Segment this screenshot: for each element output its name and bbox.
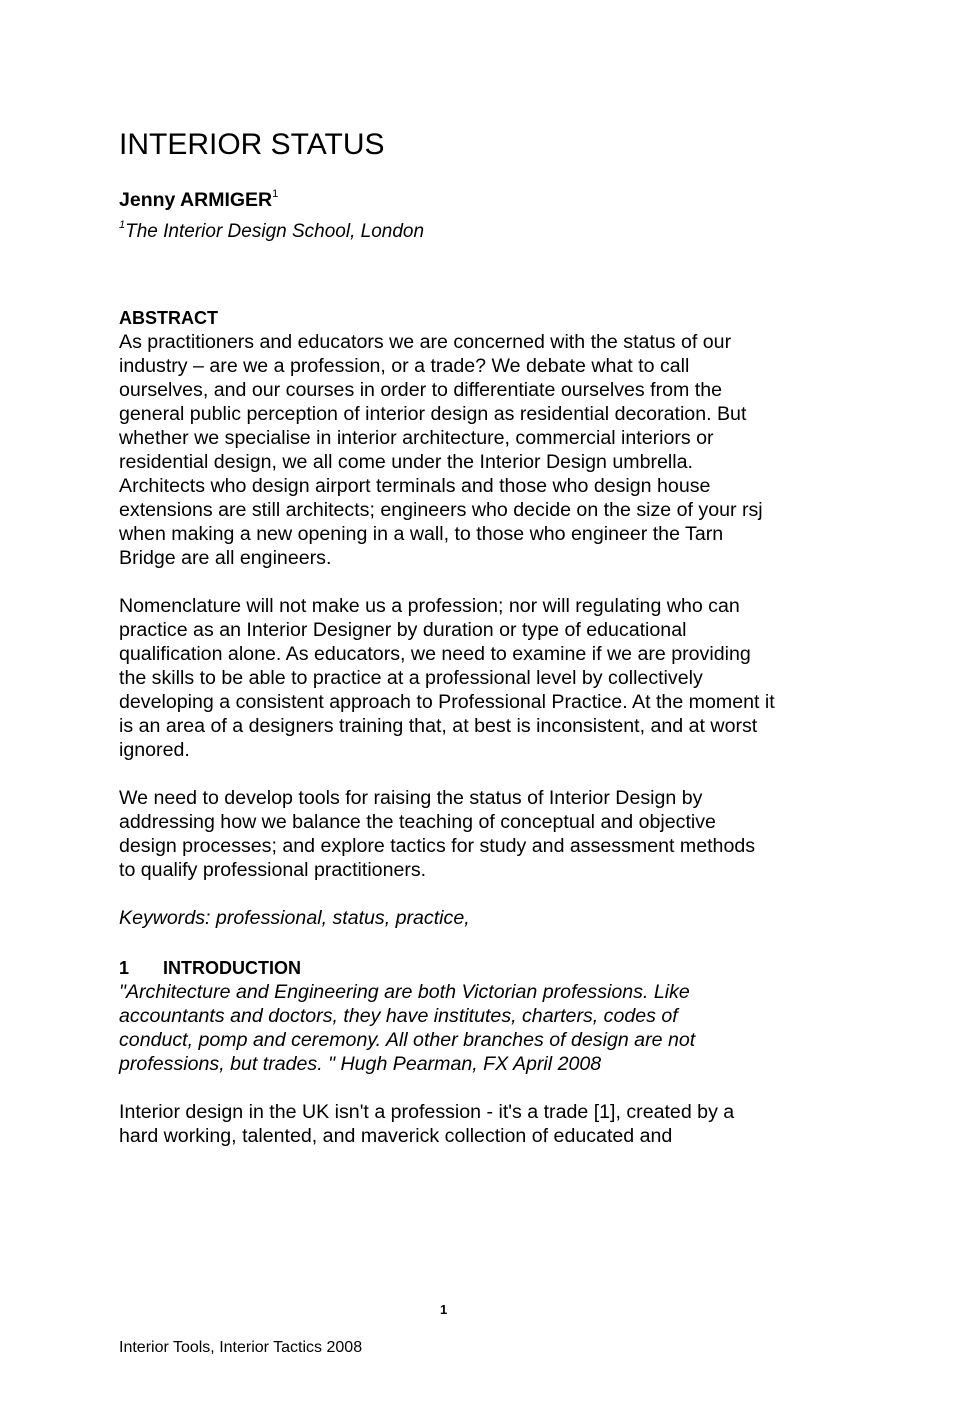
introduction-paragraph-block <box>119 1100 789 1148</box>
author-name-text: Jenny ARMIGER <box>119 189 273 211</box>
affiliation <box>119 219 424 243</box>
abstract-paragraph-3: We need to develop tools for raising the status of Interior Design by addressing how we balance the teaching of conceptual and objective design processes; and explore tactics for study and assessment methods to qualify professional practitioners. <box>119 787 756 881</box>
abstract-heading: ABSTRACT <box>119 308 218 328</box>
section-number: 1 <box>119 958 130 978</box>
affiliation-mark: 1 <box>119 219 126 231</box>
paper-title: INTERIOR STATUS <box>119 128 385 161</box>
introduction-paragraph: Interior design in the UK isn't a profession - it's a trade [1], created by a hard working, talented, and maverick collection of educated and <box>119 1101 735 1147</box>
introduction-heading <box>119 956 789 980</box>
abstract-paragraph-1: As practitioners and educators we are concerned with the status of our industry – are we a profession, or a trade? We debate what to call ourselves, and our courses in order to differentiate ourselves from the general public perception of interior design as residential decoration. But whether we specialise in interior architecture, commercial interiors or residential design, we all come under the Interior Design umbrella. Architects who design airport terminals and those who design house extensions are still architects; engineers who decide on the size of your rsj when making a new opening in a wall, to those who engineer the Tarn Bridge are all engineers. <box>119 331 763 569</box>
keywords-block <box>119 906 789 930</box>
author-name <box>119 188 278 212</box>
abstract-paragraph-3-block <box>119 786 789 882</box>
introduction-quote: "Architecture and Engineering are both Victorian professions. Like accountants and doctors, they have institutes, charters, codes of conduct, pomp and ceremony. All other branches of design are not professions, but trades. " Hugh Pearman, FX April 2008 <box>119 981 696 1075</box>
author-affiliation-mark: 1 <box>272 188 279 200</box>
page-number: 1 <box>440 1302 448 1317</box>
document-page <box>119 0 789 1418</box>
page-footer: Interior Tools, Interior Tactics 2008 <box>119 1339 363 1356</box>
introduction-section <box>119 956 789 1076</box>
keywords: Keywords: professional, status, practice, <box>119 907 470 929</box>
section-title: INTRODUCTION <box>163 958 301 978</box>
abstract-paragraph-2: Nomenclature will not make us a profession; nor will regulating who can practice as an Interior Designer by duration or type of educational qualification alone. As educators, we need to examine if we are providing the skills to be able to practice at a professional level by collectively developing a consistent approach to Professional Practice. At the moment it is an area of a designers training that, at best is inconsistent, and at worst ignored. <box>119 595 775 761</box>
abstract-paragraph-2-block <box>119 594 789 762</box>
abstract-section <box>119 306 789 570</box>
affiliation-text: The Interior Design School, London <box>125 221 425 242</box>
